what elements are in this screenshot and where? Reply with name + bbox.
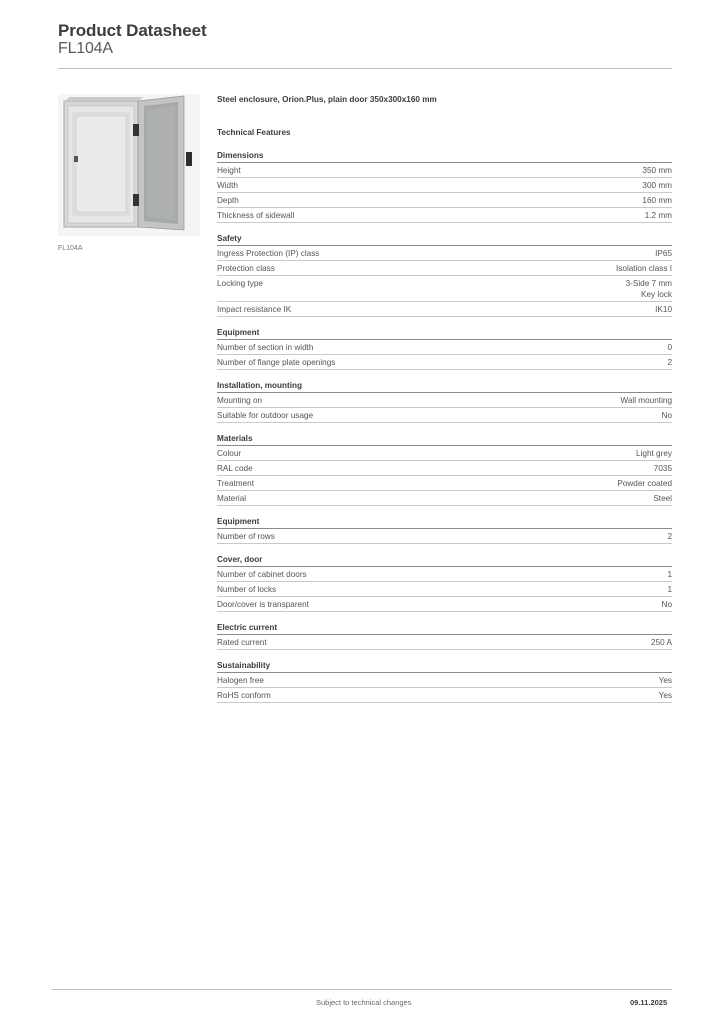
- spec-label: Thickness of sidewall: [217, 210, 295, 220]
- spec-row: [217, 567, 672, 582]
- spec-row: [217, 597, 672, 612]
- spec-row: [217, 461, 672, 476]
- spec-label: Depth: [217, 195, 239, 205]
- spec-label: Number of section in width: [217, 342, 314, 352]
- section: [217, 378, 672, 423]
- section: [217, 148, 672, 223]
- spec-label: Impact resistance IK: [217, 304, 292, 314]
- spec-label: Rated current: [217, 637, 267, 647]
- section: [217, 231, 672, 317]
- datasheet-content: [217, 93, 672, 711]
- section-heading: Safety: [217, 231, 672, 246]
- spec-value-line: 160 mm: [642, 195, 672, 205]
- spec-label: Height: [217, 165, 241, 175]
- spec-value: [667, 569, 672, 580]
- spec-value: [667, 357, 672, 368]
- spec-value: [642, 195, 672, 206]
- spec-value-line: No: [661, 410, 672, 420]
- spec-value-line: 0: [667, 342, 672, 352]
- section-heading: Dimensions: [217, 148, 672, 163]
- spec-row: [217, 340, 672, 355]
- page-title: Product Datasheet: [58, 21, 207, 40]
- section: [217, 514, 672, 544]
- spec-value-line: Isolation class I: [616, 263, 672, 273]
- spec-row: [217, 476, 672, 491]
- spec-value-line: Wall mounting: [620, 395, 672, 405]
- spec-row: [217, 688, 672, 703]
- spec-label: Ingress Protection (IP) class: [217, 248, 320, 258]
- footer-divider: [52, 989, 672, 990]
- spec-row: [217, 529, 672, 544]
- spec-row: [217, 635, 672, 650]
- spec-value: [626, 278, 672, 300]
- section: [217, 431, 672, 506]
- spec-value-line: 1.2 mm: [644, 210, 672, 220]
- spec-value: [662, 599, 672, 610]
- spec-value-line: 300 mm: [642, 180, 672, 190]
- spec-value: [655, 304, 672, 315]
- spec-value: [667, 531, 672, 542]
- spec-value-line: IP65: [655, 248, 672, 258]
- spec-label: Number of locks: [217, 584, 277, 594]
- spec-value: [662, 410, 672, 421]
- spec-value: [651, 637, 672, 648]
- spec-value: [659, 675, 672, 686]
- spec-value: [620, 395, 672, 406]
- spec-row: [217, 193, 672, 208]
- product-code: FL104A: [58, 40, 113, 57]
- section-heading: Materials: [217, 431, 672, 446]
- spec-label: RoHS conform: [217, 690, 271, 700]
- spec-row: [217, 355, 672, 370]
- spec-label: Halogen free: [217, 675, 264, 685]
- spec-value: [645, 210, 672, 221]
- spec-row: [217, 446, 672, 461]
- spec-row: [217, 178, 672, 193]
- spec-label: Treatment: [217, 478, 255, 488]
- spec-row: [217, 673, 672, 688]
- spec-value-line: Steel: [653, 493, 672, 503]
- spec-row: [217, 246, 672, 261]
- spec-label: Suitable for outdoor usage: [217, 410, 314, 420]
- spec-value-line: 2: [667, 531, 672, 541]
- enclosure-illustration: [58, 94, 200, 236]
- section-heading: Equipment: [217, 325, 672, 340]
- section-heading: Cover, door: [217, 552, 672, 567]
- spec-label: Number of flange plate openings: [217, 357, 336, 367]
- section: [217, 552, 672, 612]
- spec-row: [217, 163, 672, 178]
- section: [217, 620, 672, 650]
- spec-label: Number of rows: [217, 531, 275, 541]
- product-image: [58, 94, 200, 236]
- spec-value: [616, 263, 672, 274]
- spec-value-line: No: [661, 599, 672, 609]
- spec-row: [217, 208, 672, 223]
- spec-value-line: Yes: [658, 690, 672, 700]
- spec-row: [217, 408, 672, 423]
- section: [217, 325, 672, 370]
- spec-value-line: Key lock: [641, 289, 672, 299]
- spec-row: [217, 582, 672, 597]
- spec-label: Mounting on: [217, 395, 263, 405]
- technical-features-heading: Technical Features: [217, 128, 291, 137]
- footer-date: 09.11.2025: [630, 998, 668, 1007]
- product-description: Steel enclosure, Orion.Plus, plain door 350x300x160 mm: [217, 95, 437, 104]
- spec-value-line: 2: [667, 357, 672, 367]
- spec-row: [217, 276, 672, 302]
- spec-value: [655, 248, 672, 259]
- spec-row: [217, 491, 672, 506]
- spec-value: [636, 448, 672, 459]
- image-caption: FL104A: [58, 245, 83, 252]
- feature-sections: [217, 148, 672, 703]
- spec-label: Protection class: [217, 263, 275, 273]
- spec-value-line: IK10: [655, 304, 672, 314]
- spec-value: [617, 478, 672, 489]
- spec-value: [659, 690, 672, 701]
- spec-label: RAL code: [217, 463, 253, 473]
- spec-value-line: 3-Side 7 mm: [625, 278, 672, 288]
- section: [217, 658, 672, 703]
- spec-row: [217, 261, 672, 276]
- section-heading: Electric current: [217, 620, 672, 635]
- spec-value: [642, 180, 672, 191]
- spec-value-line: 7035: [653, 463, 672, 473]
- spec-value: [667, 584, 672, 595]
- spec-value-line: Powder coated: [617, 478, 672, 488]
- spec-value-line: 1: [667, 569, 672, 579]
- section-heading: Installation, mounting: [217, 378, 672, 393]
- header-divider: [58, 68, 672, 69]
- spec-value-line: 350 mm: [642, 165, 672, 175]
- spec-label: Width: [217, 180, 238, 190]
- spec-label: Colour: [217, 448, 242, 458]
- spec-value: [667, 342, 672, 353]
- spec-value: [653, 493, 672, 504]
- section-heading: Sustainability: [217, 658, 672, 673]
- spec-row: [217, 393, 672, 408]
- spec-label: Number of cabinet doors: [217, 569, 307, 579]
- spec-row: [217, 302, 672, 317]
- spec-value-line: 1: [667, 584, 672, 594]
- spec-value: [642, 165, 672, 176]
- spec-label: Material: [217, 493, 247, 503]
- spec-label: Locking type: [217, 278, 263, 288]
- spec-value-line: Light grey: [636, 448, 672, 458]
- spec-value-line: Yes: [658, 675, 672, 685]
- spec-value-line: 250 A: [651, 637, 672, 647]
- footer-note: Subject to technical changes: [316, 998, 412, 1007]
- spec-label: Door/cover is transparent: [217, 599, 309, 609]
- section-heading: Equipment: [217, 514, 672, 529]
- spec-value: [654, 463, 672, 474]
